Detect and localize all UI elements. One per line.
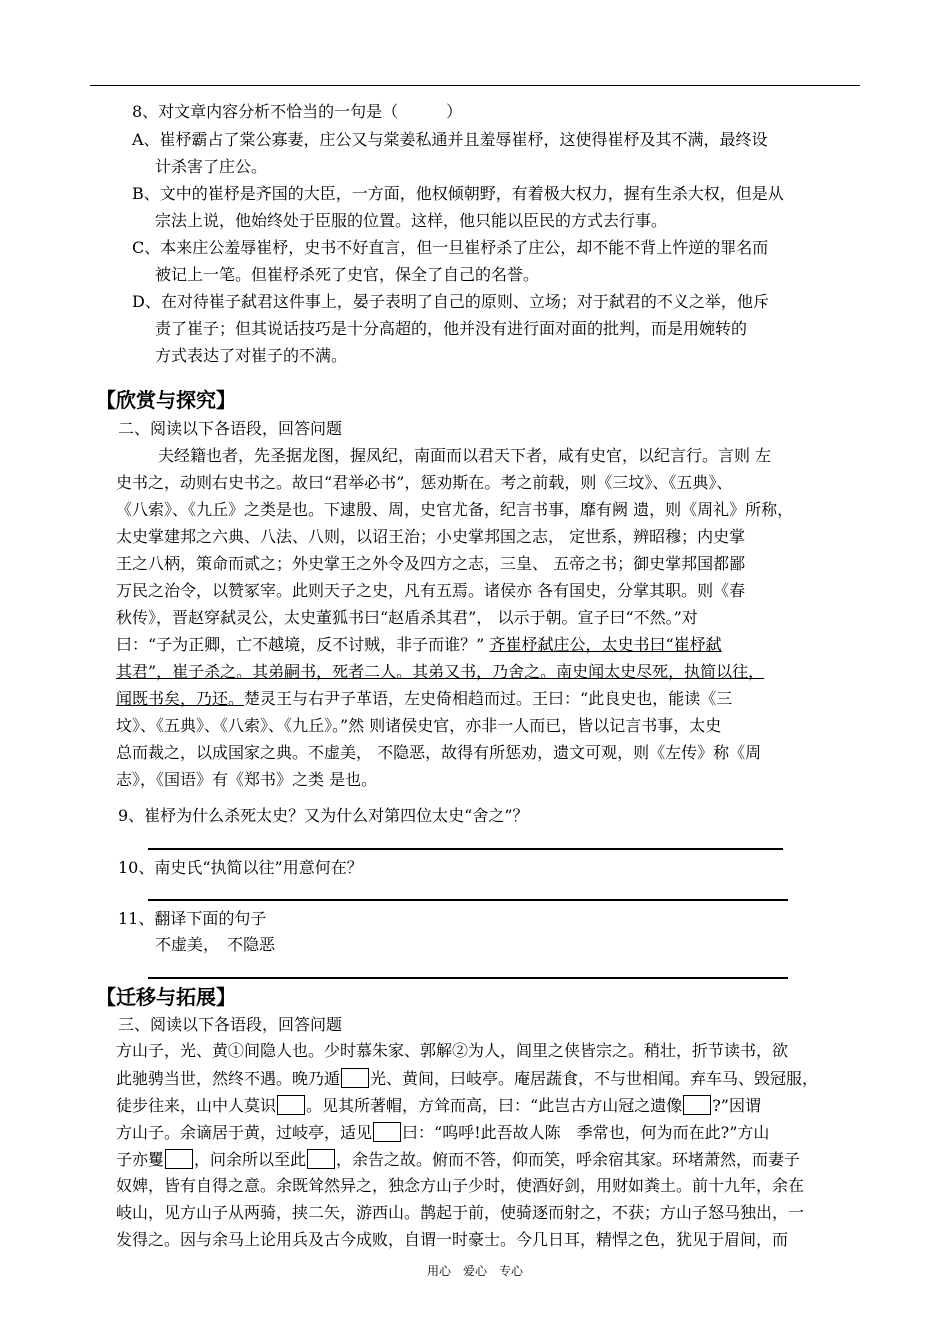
answer-line-q11[interactable]: [148, 977, 788, 979]
fill-blank-box[interactable]: [341, 1068, 369, 1088]
passage-line: [116, 1149, 800, 1170]
passage-line: 岐山，见方山子从两骑，挟二矢，游西山。鹊起于前，使骑逐而射之，不获；方山子怒马独出，一: [116, 1203, 805, 1222]
passage-text: 曰：“子为正卿，亡不越境，反不讨贼，非子而谁？”: [116, 635, 490, 654]
passage-text: ?”因谓: [712, 1096, 761, 1115]
passage-line: [116, 662, 764, 682]
q8-stem: 8、对文章内容分析不恰当的一句是（ ）: [132, 102, 463, 121]
passage-line: [116, 1095, 761, 1116]
passage-line: 方山子，光、黄①间隐人也。少时慕朱家、郭解②为人，闾里之侠皆宗之。稍壮，折节读书，欲: [116, 1041, 789, 1060]
passage-line: 王之八柄，策命而贰之；外史掌王之外令及四方之志，三皇、 五帝之书；御史掌邦国都鄙: [116, 554, 746, 573]
question-10: 10、南史氏“执简以往”用意何在？: [118, 858, 363, 877]
q8-option-b-line1: B、文中的崔杼是齐国的大臣，一方面，他权倾朝野，有着极大权力，握有生杀大权，但是从: [132, 184, 784, 203]
question-11: 11、翻译下面的句子: [118, 909, 267, 928]
q8-option-a-line1: A、崔杼霸占了棠公寡妻，庄公又与棠姜私通并且羞辱崔杼，这使得崔杼及其不满，最终设: [132, 130, 768, 149]
passage-text: 徒步往来，山中人莫识: [116, 1096, 277, 1115]
answer-line-q9[interactable]: [148, 848, 783, 850]
q8-option-a-line2: 计杀害了庄公。: [155, 157, 268, 176]
passage-text: ，余告之故。俯而不答，仰而笑，呼余宿其家。环堵萧然，而妻子: [336, 1150, 801, 1169]
passage-line: 坟》、《五典》、《八索》、《九丘》。”然 则诸侯史官，亦非一人而已，皆以记言书事，太史: [116, 716, 722, 735]
q8-option-b-line2: 宗法上说，他始终处于臣服的位置。这样，他只能以臣民的方式去行事。: [155, 211, 668, 230]
question-9: 9、崔杼为什么杀死太史？又为什么对第四位太史“舍之”？: [118, 806, 529, 825]
q8-option-d-line2: 责了崔子；但其说话技巧是十分高超的，他并没有进行面对面的批判，而是用婉转的: [155, 319, 748, 338]
q8-option-c-line2: 被记上一笔。但崔杼杀死了史官，保全了自己的名誉。: [155, 265, 540, 284]
passage-line: 太史掌建邦之六典、八法、八则，以诏王治；小史掌邦国之志， 定世系，辨昭穆；内史掌: [116, 527, 746, 546]
passage-text: 光、黄间，曰岐亭。庵居蔬食，不与世相闻。弃车马、毁冠服，: [370, 1069, 819, 1088]
passage-underlined-text: 其君”，崔子杀之。其弟嗣书，死者二人。其弟又书，乃舍之。南史闻太史尽死，执简以往，: [116, 662, 765, 681]
passage-line: 志》，《国语》有《郑书》之类 是也。: [116, 770, 378, 789]
passage-line: 发得之。因与余马上论用兵及古今成败，自谓一时豪士。今几日耳，精悍之色，犹见于眉间，而: [116, 1230, 789, 1249]
passage-text: 。见其所著帽，方耸而高，曰：“此岂古方山冠之遗像: [306, 1096, 683, 1115]
passage-line: 总而裁之，以成国家之典。不虚美， 不隐恶，故得有所惩劝，遗文可观，则《左传》称《周: [116, 743, 762, 762]
passage-text: 此驰骋当世，然终不遇。晚乃遁: [116, 1069, 341, 1088]
fill-blank-box[interactable]: [307, 1149, 335, 1169]
passage-text: 方山子。余谪居于黄，过岐亭，适见: [116, 1123, 373, 1142]
passage-line: [116, 1122, 769, 1143]
passage-line: 万民之治令，以赞冢宰。此则天子之史，凡有五焉。诸侯亦 各有国史，分掌其职。则《春: [116, 581, 746, 600]
header-rule: [90, 85, 860, 86]
fill-blank-box[interactable]: [373, 1122, 401, 1142]
q8-option-d-line3: 方式表达了对崔子的不满。: [155, 346, 348, 365]
passage-line: 史书之，动则右史书之。故曰“君举必书”，惩劝斯在。考之前载，则《三坟》、《五典》、: [116, 473, 733, 492]
passage-underlined-text: 闻既书矣，乃还。: [116, 689, 245, 708]
q8-option-c-line1: C、本来庄公羞辱崔杼，史书不好直言，但一旦崔杼杀了庄公，却不能不背上忤逆的罪名而: [132, 238, 769, 257]
passage-text: 曰：“呜呼!此吾故人陈 季常也，何为而在此?”方山: [402, 1123, 770, 1142]
passage-underlined-text: 齐崔杼弑庄公，太史书曰“崔杼弑: [489, 635, 722, 654]
fill-blank-box[interactable]: [165, 1149, 193, 1169]
passage-text: 楚灵王与右尹子革语，左史倚相趋而过。王曰：“此良史也，能读《三: [244, 689, 733, 708]
section2-intro: 二、阅读以下各语段，回答问题: [118, 419, 343, 438]
passage-line: [116, 1068, 818, 1089]
passage-line: 《八索》、《九丘》之类是也。下逮殷、周，史官尤备，纪言书事，靡有阙 遗，则《周礼》所称，: [116, 500, 794, 519]
passage-text: ，问余所以至此: [194, 1150, 307, 1169]
passage-line: [116, 689, 732, 709]
passage-line: 夫经籍也者，先圣据龙图，握凤纪，南面而以君天下者，咸有史官，以纪言行。言则 左: [158, 446, 772, 465]
section3-intro: 三、阅读以下各语段，回答问题: [118, 1015, 343, 1034]
passage-text: 子亦矍: [116, 1150, 165, 1169]
question-11-sentence: 不虚美， 不隐恶: [155, 935, 276, 954]
passage-line: [116, 635, 722, 655]
passage-line: 秋传》，晋赵穿弑灵公，太史董狐书曰“赵盾杀其君”， 以示于朝。宣子曰“不然。”对: [116, 608, 698, 627]
q8-option-d-line1: D、在对待崔子弑君这件事上，晏子表明了自己的原则、立场；对于弑君的不义之举，他斥: [132, 292, 769, 311]
fill-blank-box[interactable]: [277, 1095, 305, 1115]
section-heading-extension: 【迁移与拓展】: [96, 985, 236, 1009]
answer-line-q10[interactable]: [148, 899, 788, 901]
page-footer: 用心 爱心 专心: [426, 1264, 523, 1278]
section-heading-appreciation: 【欣赏与探究】: [96, 388, 236, 412]
passage-line: 奴婢，皆有自得之意。余既耸然异之，独念方山子少时，使酒好剑，用财如粪土。前十九年，余在: [116, 1176, 805, 1195]
fill-blank-box[interactable]: [683, 1095, 711, 1115]
